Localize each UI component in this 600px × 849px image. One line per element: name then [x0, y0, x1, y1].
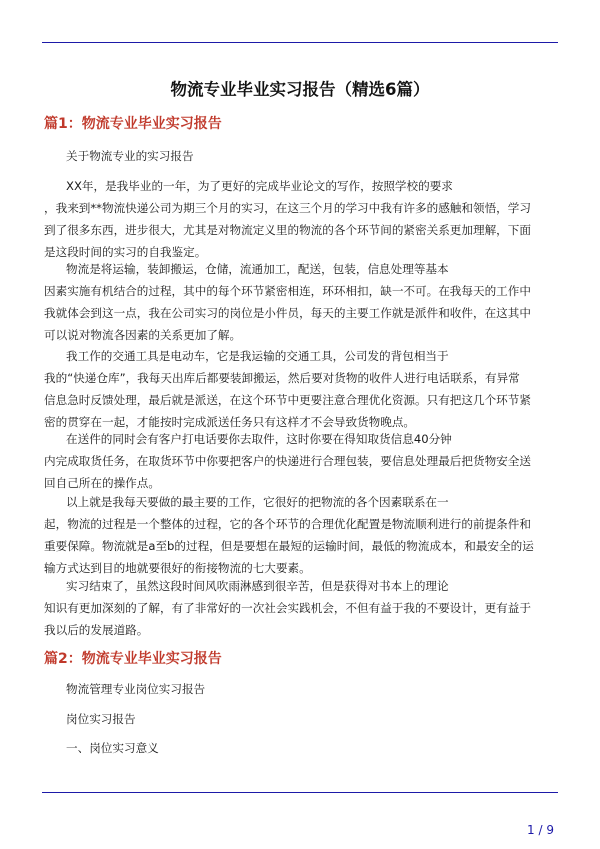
paragraph-line: 密的贯穿在一起，才能按时完成派送任务只有这样才不会导致货物晚点。: [44, 415, 416, 429]
paragraph-4: [44, 428, 556, 494]
section-2-line-3: [44, 737, 556, 759]
paragraph-line: 岗位实习报告: [66, 712, 136, 726]
paragraph-line: 物流管理专业岗位实习报告: [66, 682, 206, 696]
intro-line: 关于物流专业的实习报告: [66, 149, 194, 163]
paragraph-line: ，我来到**物流快递公司为期三个月的实习，在这三个月的学习中我有许多的感触和领悟，学习: [44, 201, 531, 215]
paragraph-line: 可以说对物流各因素的关系更加了解。: [44, 328, 242, 342]
paragraph-line: 一、岗位实习意义: [66, 741, 159, 755]
paragraph-line: 重要保障。物流就是a至b的过程，但是要想在最短的运输时间，最低的物流成本，和最安全的运: [44, 539, 534, 553]
paragraph-line: 物流是将运输，装卸搬运，仓储，流通加工，配送，包装，信息处理等基本: [66, 262, 449, 276]
paragraph-line: 因素实施有机结合的过程，其中的每个环节紧密相连，环环相扣，缺一不可。在我每天的工作中: [44, 284, 531, 298]
paragraph-line: 我的“快递仓库”，我每天出库后都要装卸搬运，然后要对货物的收件人进行电话联系，有异常: [44, 371, 520, 385]
paragraph-line: 信息急时反馈处理，最后就是派送，在这个环节中更要注意合理优化资源。只有把这几个环节紧: [44, 393, 531, 407]
header-rule: [42, 42, 558, 43]
section-1-heading: 篇1：物流专业毕业实习报告: [44, 116, 222, 132]
paragraph-1: [44, 175, 556, 263]
paragraph-line: 到了很多东西，进步很大，尤其是对物流定义里的物流的各个环节间的紧密关系更加理解，下面: [44, 223, 531, 237]
paragraph-line: 实习结束了，虽然这段时间风吹雨淋感到很辛苦，但是获得对书本上的理论: [66, 579, 449, 593]
paragraph-line: 知识有更加深刻的了解，有了非常好的一次社会实践机会，不但有益于我的不要设计，更有益于: [44, 601, 531, 615]
paragraph-line: 在送件的同时会有客户打电话要你去取件，这时你要在得知取货信息40分钟: [66, 432, 452, 446]
footer-rule: [42, 792, 558, 793]
paragraph-line: 我就体会到这一点，我在公司实习的岗位是小件员，每天的主要工作就是派件和收件，在这其中: [44, 306, 531, 320]
paragraph-line: 我以后的发展道路。: [44, 623, 149, 637]
intro-paragraph: [44, 145, 556, 167]
paragraph-3: [44, 345, 556, 433]
paragraph-6: [44, 575, 556, 641]
paragraph-5: [44, 491, 556, 579]
section-2-line-2: [44, 708, 556, 730]
paragraph-line: 起，物流的过程是一个整体的过程，它的各个环节的合理优化配置是物流顺利进行的前提条件和: [44, 517, 531, 531]
paragraph-line: 以上就是我每天要做的最主要的工作，它很好的把物流的各个因素联系在一: [66, 495, 449, 509]
paragraph-line: 内完成取货任务，在取货环节中你要把客户的快递进行合理包装，要信息处理最后把货物安全送: [44, 454, 531, 468]
section-2-heading: 篇2：物流专业毕业实习报告: [44, 651, 222, 667]
document-title: 物流专业毕业实习报告（精选6篇）: [170, 80, 430, 99]
paragraph-line: 是这段时间的实习的自我鉴定。: [44, 245, 207, 259]
paragraph-line: XX年，是我毕业的一年，为了更好的完成毕业论文的写作，按照学校的要求: [66, 179, 453, 193]
paragraph-line: 输方式达到目的地就要很好的衔接物流的七大要素。: [44, 561, 311, 575]
paragraph-2: [44, 258, 556, 346]
section-2-line-1: [44, 678, 556, 700]
paragraph-line: 回自己所在的操作点。: [44, 476, 160, 490]
paragraph-line: 我工作的交通工具是电动车，它是我运输的交通工具，公司发的背包相当于: [66, 349, 449, 363]
page-number: 1 / 9: [527, 823, 554, 837]
